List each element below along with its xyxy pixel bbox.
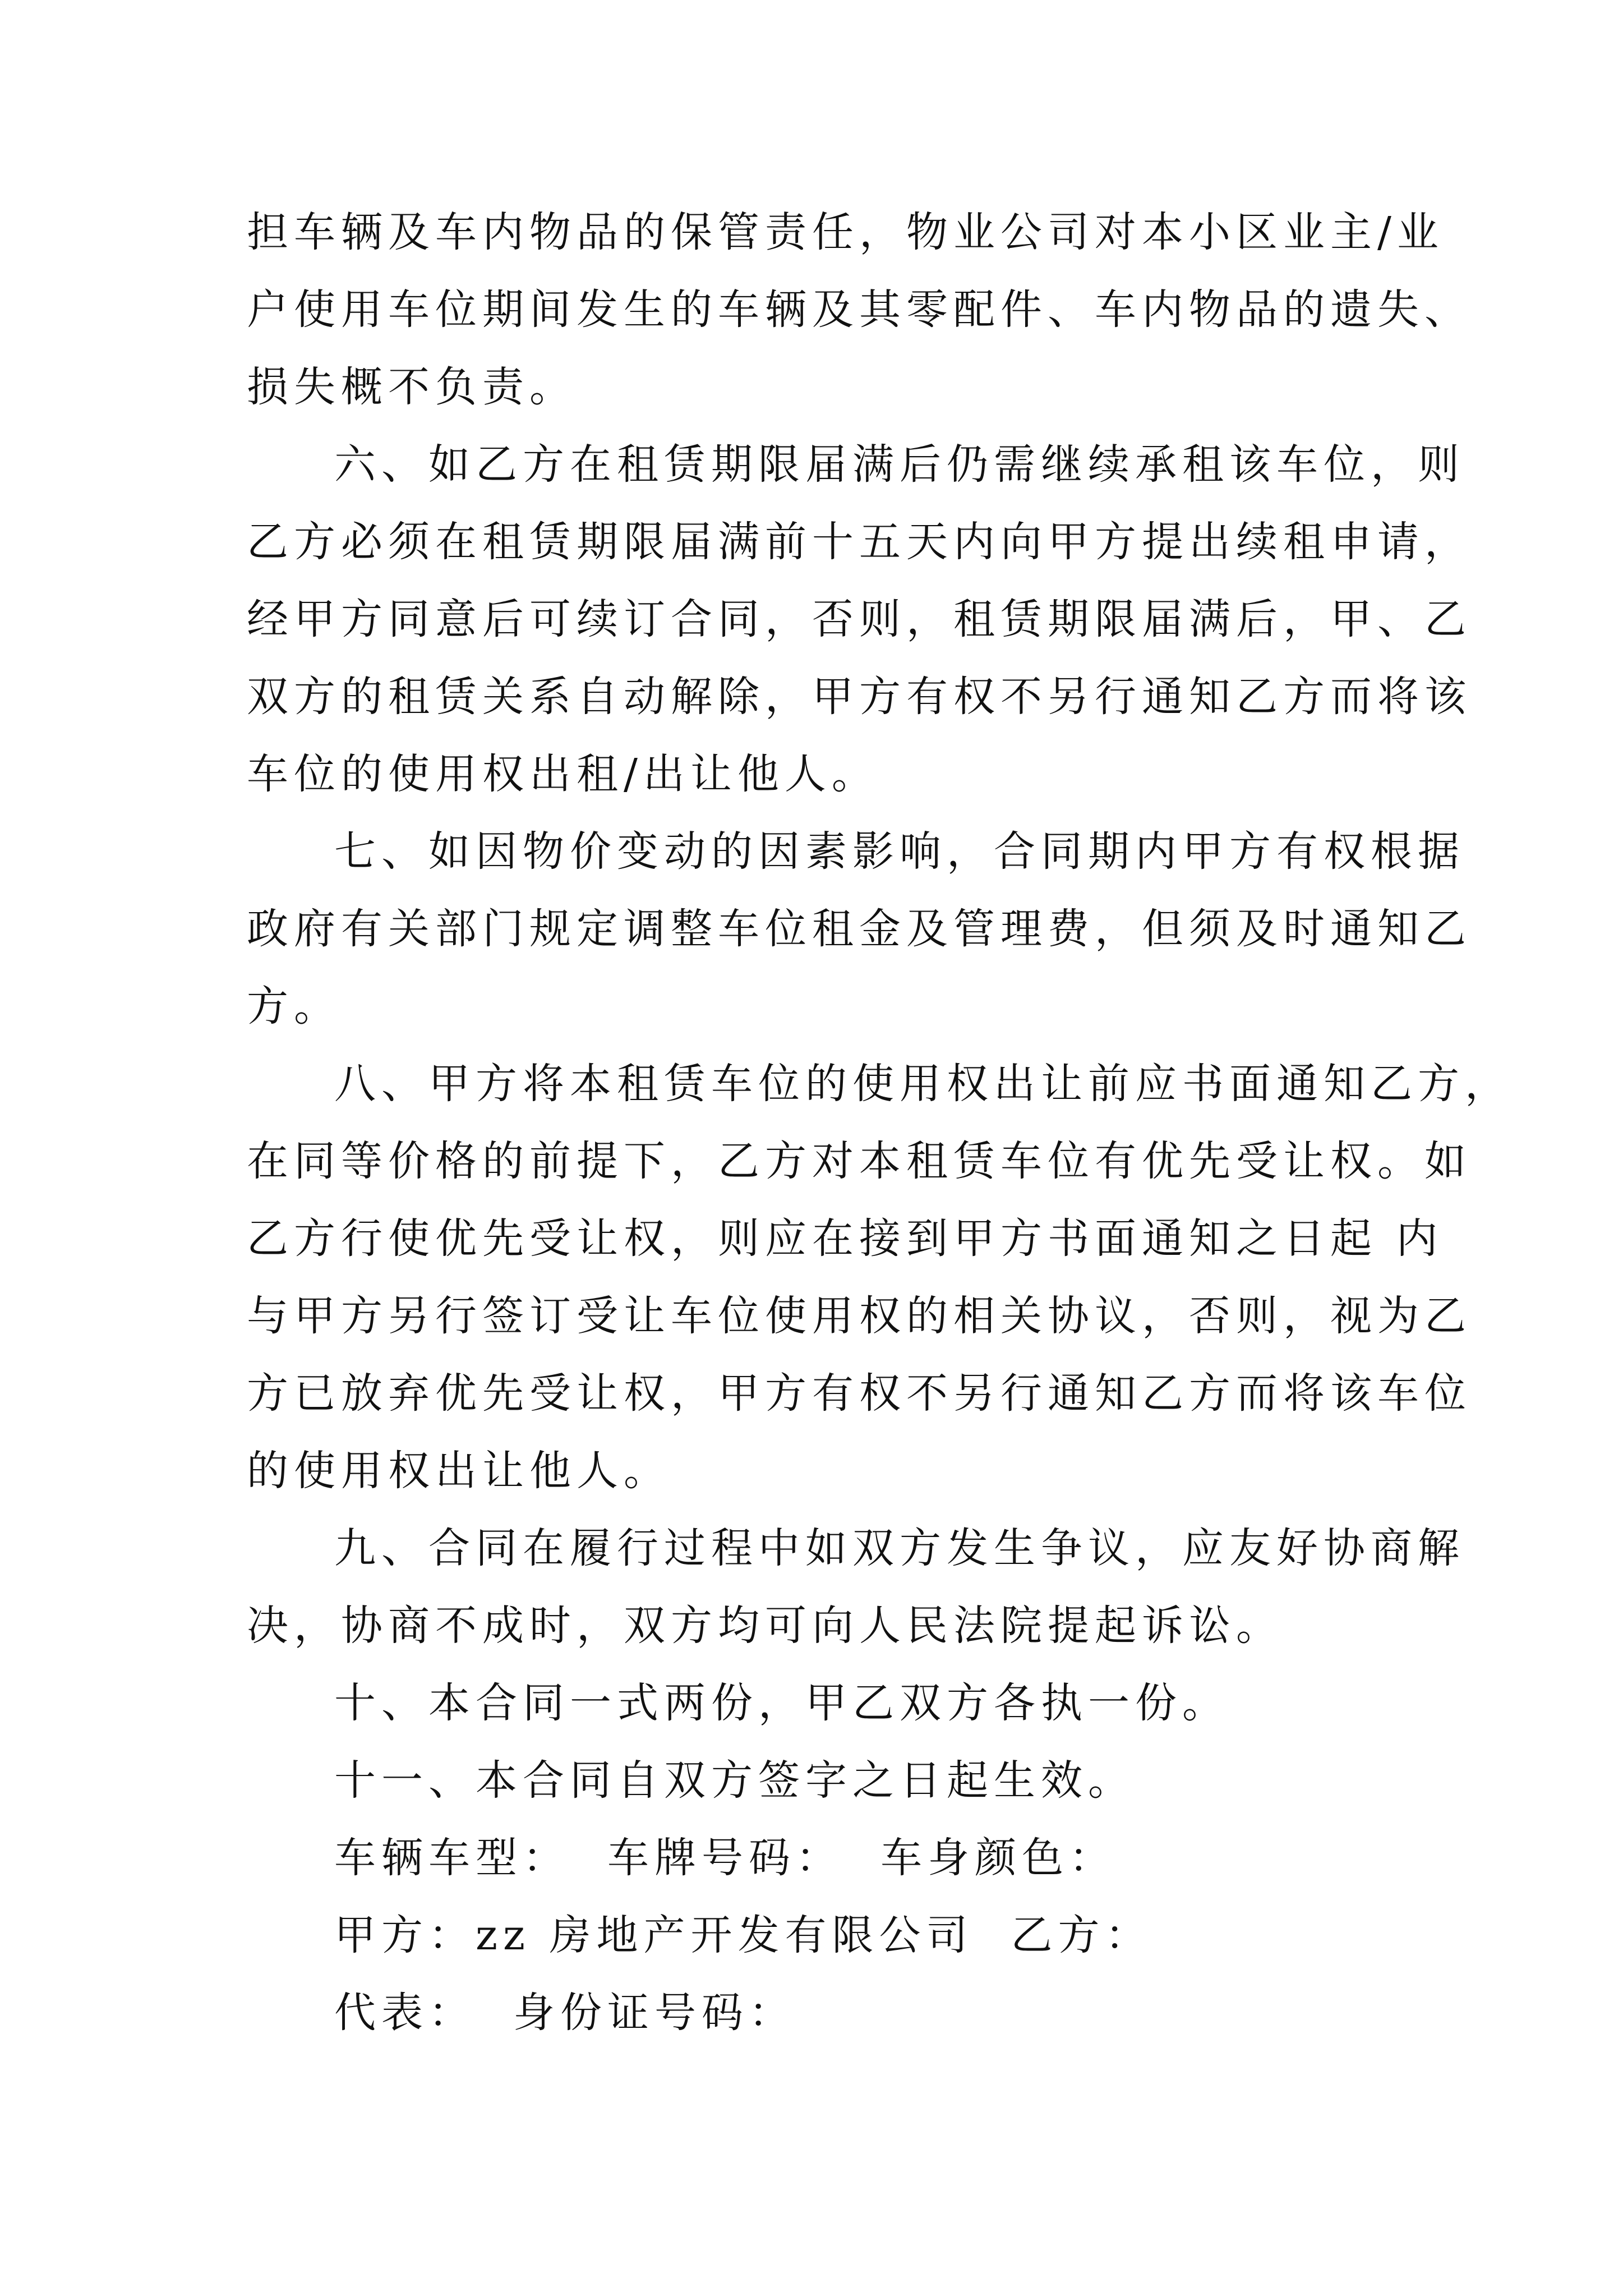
- paragraph-storage-liability: [247, 194, 1472, 426]
- text-line: 方。: [247, 982, 341, 1030]
- clause-6-renewal: [247, 426, 1472, 813]
- clause-11-effective: [247, 1742, 1436, 1819]
- text-line: 经甲方同意后可续订合同，否则，租赁期限届满后，甲、乙: [247, 595, 1472, 643]
- text-line: 与甲方另行签订受让车位使用权的相关协议，否则，视为乙: [247, 1292, 1472, 1340]
- text-line: 的使用权出让他人。: [247, 1447, 671, 1495]
- clause-7-price-adjustment: [247, 813, 1472, 1045]
- text-line: 十、本合同一式两份，甲乙双方各执一份。: [334, 1679, 1229, 1727]
- vehicle-info-line: [247, 1819, 1436, 1897]
- text-line: 七、如因物价变动的因素影响，合同期内甲方有权根据: [334, 827, 1465, 876]
- text-line: 车辆车型： 车牌号码： 车身颜色：: [334, 1834, 1117, 1882]
- text-line: 六、如乙方在租赁期限届满后仍需继续承租该车位，则: [334, 440, 1465, 489]
- text-line: 车位的使用权出租/出让他人。: [247, 750, 879, 798]
- text-line: 方已放弃优先受让权，甲方有权不另行通知乙方而将该车位: [247, 1369, 1472, 1418]
- clause-10-copies: [247, 1664, 1436, 1742]
- text-line: 乙方行使优先受让权，则应在接到甲方书面通知之日起 内: [247, 1214, 1444, 1263]
- clause-9-dispute: [247, 1510, 1465, 1664]
- text-line: 九、合同在履行过程中如双方发生争议，应友好协商解: [334, 1524, 1465, 1572]
- text-line: 决，协商不成时，双方均可向人民法院提起诉讼。: [247, 1602, 1283, 1650]
- text-line: 乙方必须在租赁期限届满前十五天内向甲方提出续租申请，: [247, 518, 1472, 566]
- text-line: 担车辆及车内物品的保管责任，物业公司对本小区业主/业: [247, 208, 1444, 256]
- text-line: 在同等价格的前提下，乙方对本租赁车位有优先受让权。如: [247, 1137, 1472, 1185]
- text-line: 八、甲方将本租赁车位的使用权出让前应书面通知乙方，: [334, 1060, 1512, 1108]
- clause-8-priority-right: [247, 1045, 1512, 1510]
- text-line: 甲方：zz 房地产开发有限公司 乙方：: [334, 1911, 1152, 1959]
- text-line: 代表： 身份证号码：: [334, 1989, 796, 2037]
- representative-line: [247, 1974, 1436, 2051]
- parties-line: [247, 1897, 1436, 1974]
- text-line: 政府有关部门规定调整车位租金及管理费，但须及时通知乙: [247, 905, 1472, 953]
- document-body: [247, 194, 1512, 2051]
- text-line: 十一、本合同自双方签字之日起生效。: [334, 1756, 1135, 1805]
- text-line: 双方的租赁关系自动解除，甲方有权不另行通知乙方而将该: [247, 673, 1472, 721]
- text-line: 损失概不负责。: [247, 363, 577, 411]
- text-line: 户使用车位期间发生的车辆及其零配件、车内物品的遗失、: [247, 286, 1472, 334]
